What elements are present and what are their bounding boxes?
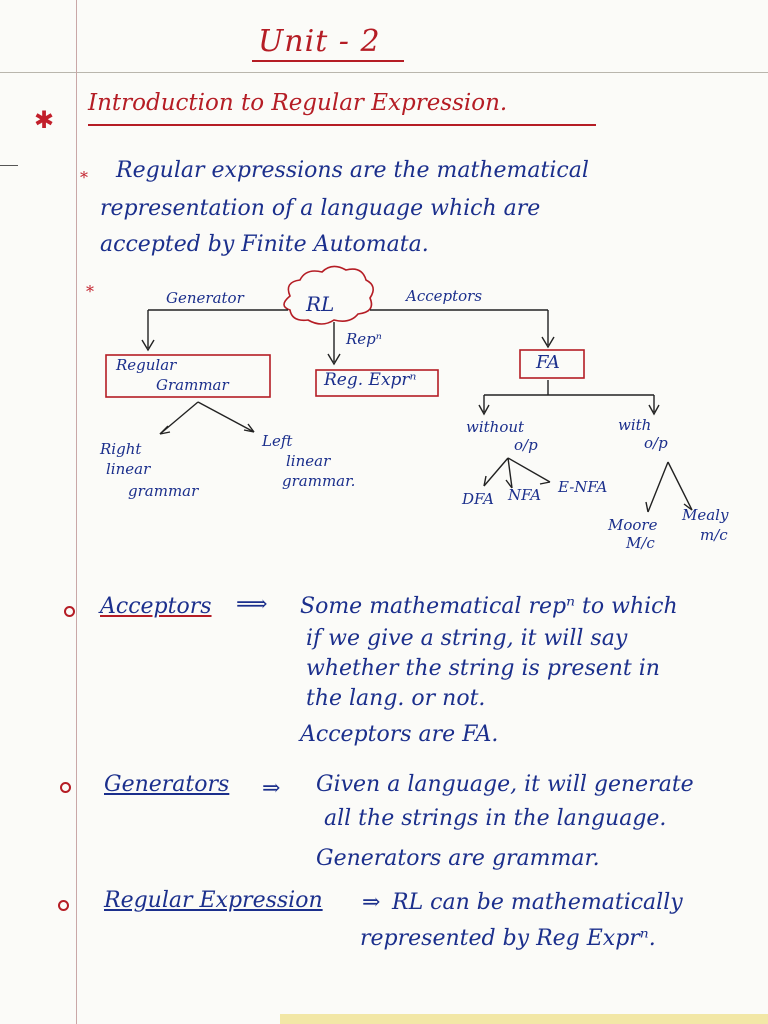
enfa-label: E-NFA xyxy=(558,478,608,496)
right-linear-label: grammar xyxy=(128,482,199,500)
generator-label: Generator xyxy=(166,289,244,307)
acceptors-term: Acceptors xyxy=(100,594,212,619)
top-rule xyxy=(0,72,768,73)
page-edge-strip xyxy=(280,1014,768,1024)
reg-expr-label: Reg. Exprⁿ xyxy=(324,370,417,390)
side-tick xyxy=(0,165,18,166)
bullet-dot xyxy=(58,900,69,911)
definition-line: representation of a language which are xyxy=(100,196,541,221)
without-op-label: o/p xyxy=(514,436,538,454)
bullet-dot xyxy=(64,606,75,617)
unit-title: Unit - 2 xyxy=(258,24,381,59)
section-heading: Introduction to Regular Expression. xyxy=(88,90,508,116)
left-linear-label: Left xyxy=(262,432,293,450)
regex-term: Regular Expression xyxy=(104,888,323,913)
bullet-dot xyxy=(60,782,71,793)
red-asterisk-icon: * xyxy=(86,282,94,301)
dfa-label: DFA xyxy=(462,490,494,508)
red-star-icon: ✱ xyxy=(34,106,55,134)
regex-text-line: represented by Reg Exprⁿ. xyxy=(360,926,656,951)
regular-grammar-label: Regular xyxy=(116,356,177,374)
red-asterisk-icon: * xyxy=(80,168,88,187)
moore-label: Moore xyxy=(608,516,658,534)
moore-label: M/c xyxy=(626,534,655,552)
left-linear-label: linear xyxy=(286,452,331,470)
acceptors-text-line: whether the string is present in xyxy=(306,656,660,681)
acceptors-arrow: ⟹ xyxy=(236,592,268,617)
regular-grammar-label: Grammar xyxy=(156,376,229,394)
generators-arrow: ⇒ xyxy=(262,776,281,801)
representation-label: Repⁿ xyxy=(346,330,382,348)
generators-text-line: Given a language, it will generate xyxy=(316,772,694,797)
definition-line: accepted by Finite Automata. xyxy=(100,232,429,257)
acceptors-text-line: if we give a string, it will say xyxy=(306,626,628,651)
acceptors-text-line: Acceptors are FA. xyxy=(300,722,499,747)
acceptors-text-line: the lang. or not. xyxy=(306,686,486,711)
regex-text-line: RL can be mathematically xyxy=(392,890,683,915)
rl-root-label: RL xyxy=(306,292,335,316)
mealy-label: Mealy xyxy=(682,506,729,524)
regex-arrow: ⇒ xyxy=(362,890,381,915)
mealy-label: m/c xyxy=(700,526,728,544)
acceptors-text-line: Some mathematical repⁿ to which xyxy=(300,594,678,619)
without-op-label: without xyxy=(466,418,525,436)
generators-text-line: Generators are grammar. xyxy=(316,846,600,871)
right-linear-label: linear xyxy=(106,460,151,478)
margin-line xyxy=(76,0,77,1024)
heading-underline xyxy=(88,124,596,126)
left-linear-label: grammar. xyxy=(282,472,356,490)
unit-title-underline xyxy=(252,60,404,62)
generators-text-line: all the strings in the language. xyxy=(324,806,667,831)
generators-term: Generators xyxy=(104,772,230,797)
with-op-label: with xyxy=(618,416,652,434)
fa-label: FA xyxy=(536,352,560,373)
definition-line: Regular expressions are the mathematical xyxy=(116,158,589,183)
acceptors-label: Acceptors xyxy=(406,287,483,305)
nfa-label: NFA xyxy=(508,486,542,504)
right-linear-label: Right xyxy=(100,440,142,458)
with-op-label: o/p xyxy=(644,434,668,452)
